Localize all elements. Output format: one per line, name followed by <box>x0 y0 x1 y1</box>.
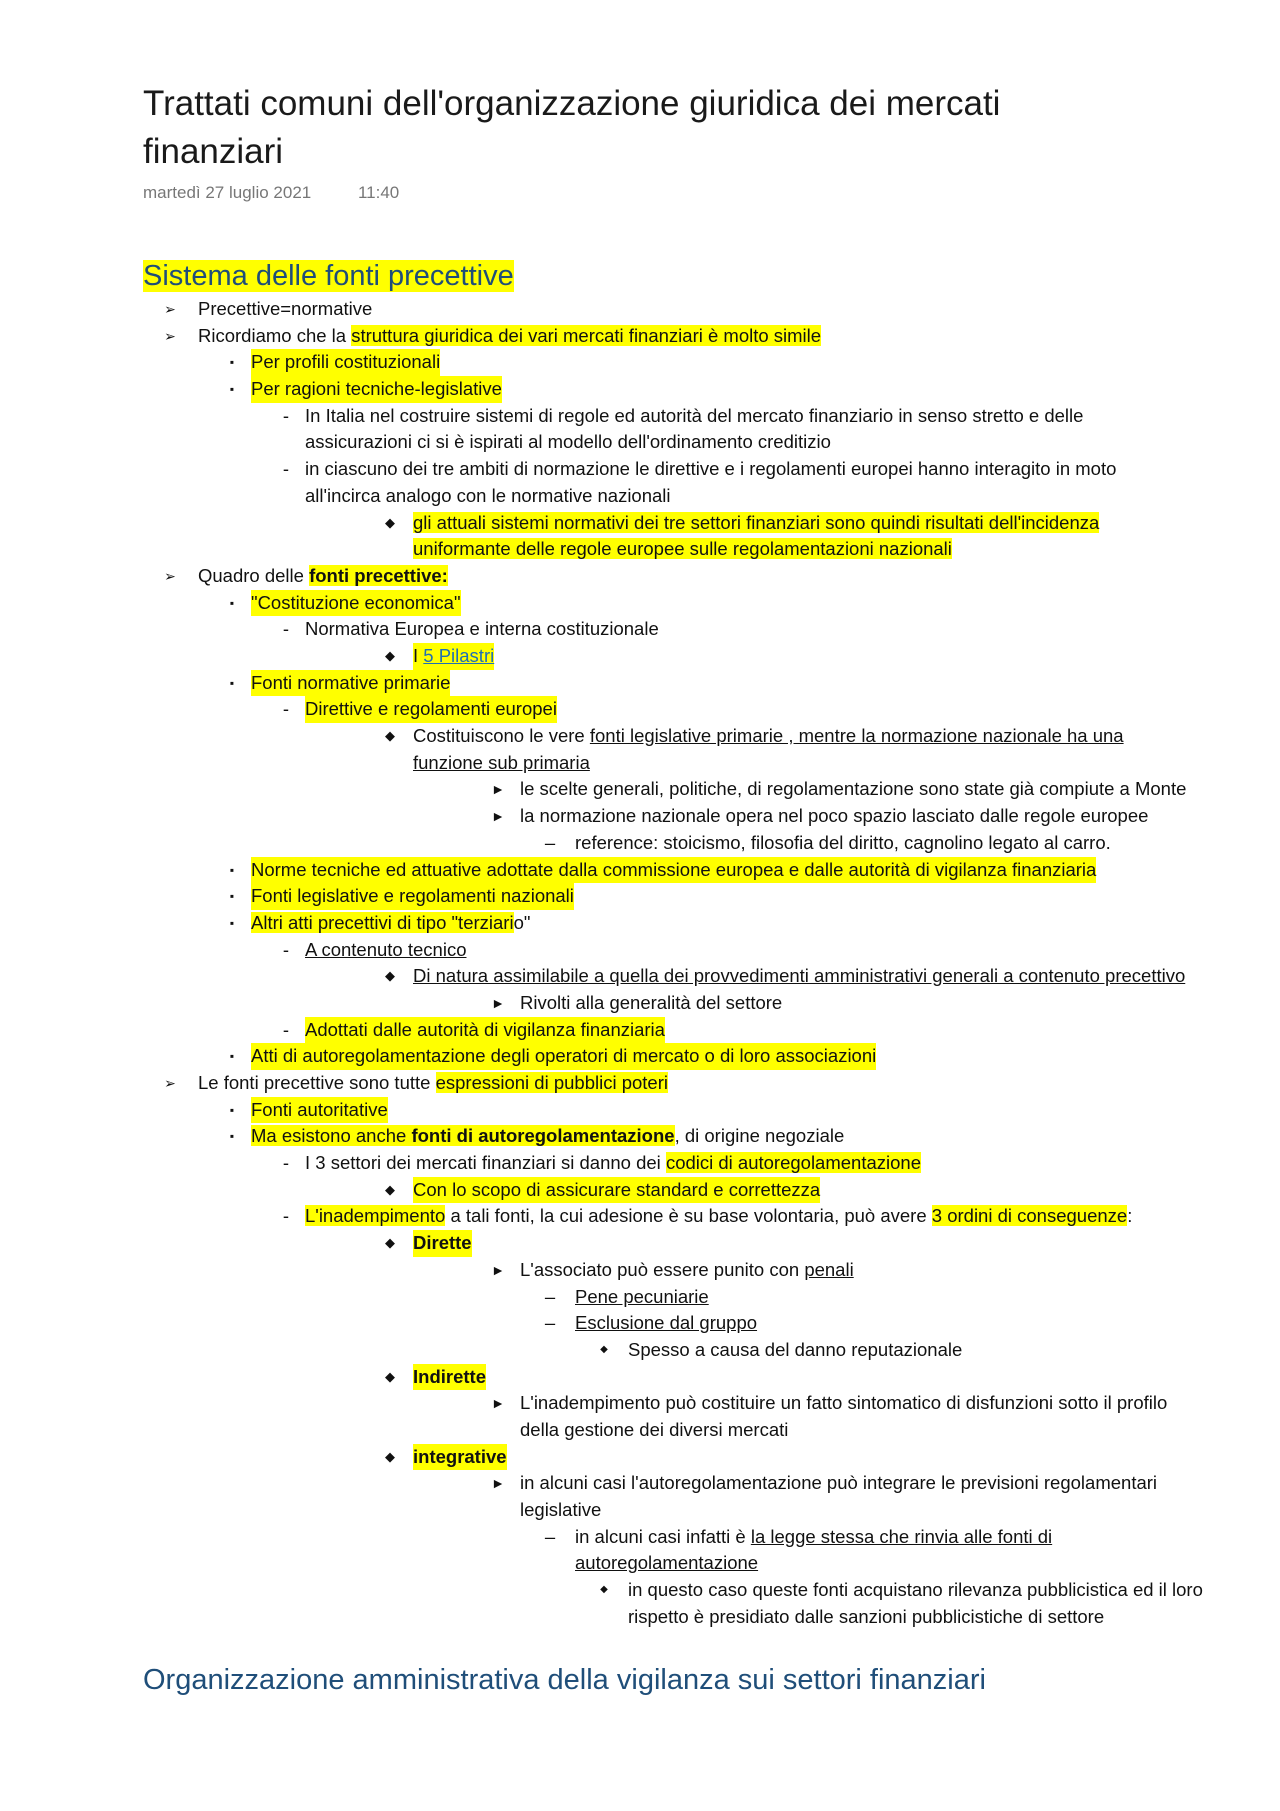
list-item <box>0 1257 1280 1284</box>
list-item <box>0 1470 1280 1523</box>
list-item <box>0 1043 1280 1070</box>
dash-bullet-icon: - <box>282 698 290 720</box>
list-item <box>0 1177 1280 1204</box>
text-run: I <box>413 644 424 666</box>
square-bullet-icon: ▪ <box>229 915 235 930</box>
list-item <box>0 1150 1280 1177</box>
list-item <box>0 1577 1280 1630</box>
item-text: Per profili costituzionali <box>251 349 440 376</box>
text-run: : <box>1127 1205 1133 1227</box>
list-item <box>0 990 1280 1017</box>
dash-bullet-icon: - <box>282 458 290 480</box>
triangle-bullet-icon: ► <box>491 1395 505 1412</box>
item-text <box>198 323 821 350</box>
diamond-bullet-icon: ◆ <box>385 968 395 984</box>
text-line: legislative <box>520 1499 602 1521</box>
small-diamond-bullet-icon: ◆ <box>600 1584 608 1596</box>
page-title: Trattati comuni dell'organizzazione giuridica dei mercati finanziari <box>143 84 1001 171</box>
item-text: Fonti normative primarie <box>251 670 450 697</box>
text-line: assicurazioni ci si è ispirati al modello dell'ordinamento creditizio <box>305 431 831 453</box>
highlight-run: Altri atti precettivi di tipo "terziari <box>251 911 514 933</box>
item-text: la normazione nazionale opera nel poco spazio lasciato dalle regole europee <box>520 805 1149 827</box>
triangle-bullet-icon: ► <box>491 994 505 1011</box>
item-text: Spesso a causa del danno reputazionale <box>628 1338 963 1360</box>
list-item <box>0 563 1280 590</box>
underline-run: penali <box>804 1258 854 1280</box>
list-item <box>0 510 1280 563</box>
text-run: Le fonti precettive sono tutte <box>198 1072 436 1093</box>
triangle-bullet-icon: ► <box>491 1475 505 1492</box>
list-item <box>0 883 1280 910</box>
item-text <box>198 1070 668 1097</box>
text-run: I 3 settori dei mercati finanziari si danno dei <box>305 1152 666 1174</box>
list-item <box>0 1070 1280 1097</box>
diamond-bullet-icon: ◆ <box>385 728 395 744</box>
highlight-run: Ma esistono anche <box>251 1125 412 1147</box>
diamond-bullet-icon: ◆ <box>385 514 395 530</box>
item-text <box>575 1524 1052 1577</box>
item-text: Precettive=normative <box>198 298 373 319</box>
item-text <box>305 456 1116 509</box>
list-item <box>0 723 1280 776</box>
item-text: Per ragioni tecniche-legislative <box>251 376 502 403</box>
note-date: martedì 27 luglio 2021 <box>143 183 312 202</box>
emdash-bullet-icon: – <box>544 1312 556 1334</box>
emdash-bullet-icon: – <box>544 831 556 853</box>
outline-list <box>0 296 1280 1631</box>
text-line: in questo caso queste fonti acquistano rilevanza pubblicistica ed il loro <box>628 1579 1203 1601</box>
highlight-run: L'inadempimento <box>305 1205 446 1227</box>
list-item <box>0 1017 1280 1044</box>
list-item <box>0 323 1280 350</box>
item-text <box>413 643 494 670</box>
highlight-run: fonti precettive: <box>309 564 448 586</box>
list-item <box>0 776 1280 803</box>
list-item <box>0 1444 1280 1471</box>
item-text: Esclusione dal gruppo <box>575 1312 758 1334</box>
highlight-run: struttura giuridica dei vari mercati finanziari è molto simile <box>351 324 822 346</box>
item-text: A contenuto tecnico <box>305 938 467 960</box>
dash-bullet-icon: - <box>282 1152 290 1174</box>
text-run: o" <box>513 911 531 933</box>
item-text <box>520 1390 1167 1443</box>
item-text: Fonti autoritative <box>251 1097 388 1124</box>
item-text <box>520 1257 854 1284</box>
item-text: Pene pecuniarie <box>575 1285 709 1307</box>
text-line: in alcuni casi l'autoregolamentazione può integrare le previsioni regolamentari <box>520 1472 1158 1494</box>
section-heading-fonti <box>143 256 514 296</box>
item-text <box>305 403 1083 456</box>
dash-bullet-icon: - <box>282 618 290 640</box>
text-run: Costituiscono le vere <box>413 725 590 747</box>
arrow-bullet-icon: ➢ <box>164 301 176 317</box>
arrow-bullet-icon: ➢ <box>164 327 176 344</box>
highlight-run: fonti di autoregolamentazione <box>411 1125 675 1147</box>
underline-run: la legge stessa che rinvia alle fonti di <box>750 1525 1053 1547</box>
section-heading-vigilanza: Organizzazione amministrativa della vigilanza sui settori finanziari <box>143 1664 986 1696</box>
underline-run: funzione sub primaria <box>413 751 590 773</box>
text-line: in ciascuno dei tre ambiti di normazione le direttive e i regolamenti europei hanno interagito in moto <box>305 458 1117 480</box>
item-text <box>413 723 1124 776</box>
item-text: integrative <box>413 1444 507 1471</box>
pilastri-link[interactable]: 5 Pilastri <box>423 644 495 666</box>
list-item <box>0 1524 1280 1577</box>
list-item <box>0 616 1280 643</box>
list-item <box>0 1230 1280 1257</box>
list-item <box>0 670 1280 697</box>
list-item <box>0 456 1280 509</box>
item-text: Adottati dalle autorità di vigilanza finanziaria <box>305 1017 665 1044</box>
item-text <box>628 1577 1203 1630</box>
list-item <box>0 349 1280 376</box>
list-item <box>0 296 1280 323</box>
diamond-bullet-icon: ◆ <box>385 1235 395 1251</box>
square-bullet-icon: ▪ <box>229 1049 235 1064</box>
diamond-bullet-icon: ◆ <box>385 1181 395 1197</box>
list-item <box>0 1097 1280 1124</box>
emdash-bullet-icon: – <box>544 1285 556 1307</box>
square-bullet-icon: ▪ <box>229 862 235 877</box>
triangle-bullet-icon: ► <box>491 1261 505 1278</box>
text-run: in alcuni casi infatti è <box>575 1525 751 1547</box>
note-time: 11:40 <box>357 183 400 202</box>
item-text: Fonti legislative e regolamenti nazionali <box>251 883 574 910</box>
list-item <box>0 857 1280 884</box>
dash-bullet-icon: - <box>282 1205 290 1227</box>
list-item <box>0 1123 1280 1150</box>
triangle-bullet-icon: ► <box>491 781 505 798</box>
square-bullet-icon: ▪ <box>229 675 235 690</box>
item-text: Normativa Europea e interna costituzionale <box>305 618 659 640</box>
item-text: "Costituzione economica" <box>251 590 461 617</box>
list-item <box>0 643 1280 670</box>
text-run: a tali fonti, la cui adesione è su base volontaria, può avere <box>445 1205 932 1227</box>
item-text: Di natura assimilabile a quella dei provvedimenti amministrativi generali a contenuto precettivo <box>413 965 1186 987</box>
item-text: Norme tecniche ed attuative adottate dalla commissione europea e dalle autorità di vigilanza finanziaria <box>251 857 1096 884</box>
text-line: rispetto è presidiato dalle sanzioni pubblicistiche di settore <box>628 1605 1105 1627</box>
item-text: Indirette <box>413 1364 486 1391</box>
arrow-bullet-icon: ➢ <box>164 567 176 584</box>
section-heading-text: Sistema delle fonti precettive <box>143 260 514 292</box>
list-item <box>0 696 1280 723</box>
note-metadata <box>143 183 399 203</box>
text-run: , di origine negoziale <box>674 1125 845 1147</box>
text-line: all'incirca analogo con le normative nazionali <box>305 484 671 506</box>
diamond-bullet-icon: ◆ <box>385 1368 395 1384</box>
square-bullet-icon: ▪ <box>229 382 235 397</box>
underline-run: autoregolamentazione <box>575 1552 759 1574</box>
dash-bullet-icon: - <box>282 404 290 426</box>
list-item <box>0 803 1280 830</box>
item-text: le scelte generali, politiche, di regolamentazione sono state già compiute a Monte <box>520 778 1187 800</box>
list-item <box>0 1337 1280 1364</box>
item-text <box>251 1123 844 1150</box>
text-line: In Italia nel costruire sistemi di regole ed autorità del mercato finanziario in senso stretto e delle <box>305 404 1084 426</box>
text-run: Ricordiamo che la <box>198 324 352 346</box>
square-bullet-icon: ▪ <box>229 595 235 610</box>
triangle-bullet-icon: ► <box>491 808 505 825</box>
item-text: Atti di autoregolamentazione degli operatori di mercato o di loro associazioni <box>251 1043 876 1070</box>
item-text: Con lo scopo di assicurare standard e correttezza <box>413 1177 820 1204</box>
item-text <box>198 563 448 590</box>
diamond-bullet-icon: ◆ <box>385 1448 395 1464</box>
text-run: Quadro delle <box>198 564 310 586</box>
highlight-run: codici di autoregolamentazione <box>665 1152 921 1174</box>
item-text <box>305 1150 921 1177</box>
list-item <box>0 963 1280 990</box>
item-text <box>413 510 1099 563</box>
square-bullet-icon: ▪ <box>229 1129 235 1144</box>
list-item <box>0 1203 1280 1230</box>
list-item <box>0 910 1280 937</box>
list-item <box>0 376 1280 403</box>
diamond-bullet-icon: ◆ <box>385 647 395 663</box>
item-text: Dirette <box>413 1230 472 1257</box>
highlight-line: gli attuali sistemi normativi dei tre settori finanziari sono quindi risultati dell'incidenza <box>413 511 1100 533</box>
emdash-bullet-icon: – <box>544 1525 556 1547</box>
highlight-run: espressioni di pubblici poteri <box>435 1072 668 1093</box>
item-text: Rivolti alla generalità del settore <box>520 991 783 1013</box>
item-text <box>520 1470 1157 1523</box>
underline-run: fonti legislative primarie , mentre la normazione nazionale ha una <box>589 725 1124 747</box>
item-text <box>251 910 530 937</box>
list-item <box>0 403 1280 456</box>
highlight-line: uniformante delle regole europee sulle regolamentazioni nazionali <box>413 538 952 560</box>
list-item <box>0 1310 1280 1337</box>
dash-bullet-icon: - <box>282 1018 290 1040</box>
square-bullet-icon: ▪ <box>229 355 235 370</box>
list-item <box>0 1364 1280 1391</box>
small-diamond-bullet-icon: ◆ <box>600 1343 608 1355</box>
square-bullet-icon: ▪ <box>229 1102 235 1117</box>
list-item <box>0 937 1280 964</box>
list-item <box>0 1284 1280 1311</box>
item-text: Direttive e regolamenti europei <box>305 696 557 723</box>
arrow-bullet-icon: ➢ <box>164 1075 176 1091</box>
text-line: L'inadempimento può costituire un fatto sintomatico di disfunzioni sotto il profilo <box>520 1392 1168 1414</box>
highlight-run: 3 ordini di conseguenze <box>931 1205 1128 1227</box>
list-item <box>0 590 1280 617</box>
list-item <box>0 1390 1280 1443</box>
text-line: della gestione dei diversi mercati <box>520 1418 789 1440</box>
list-item <box>0 830 1280 857</box>
dash-bullet-icon: - <box>282 938 290 960</box>
item-text <box>305 1203 1132 1230</box>
item-text: reference: stoicismo, filosofia del diritto, cagnolino legato al carro. <box>575 831 1111 853</box>
text-run: L'associato può essere punito con <box>520 1258 805 1280</box>
square-bullet-icon: ▪ <box>229 889 235 904</box>
